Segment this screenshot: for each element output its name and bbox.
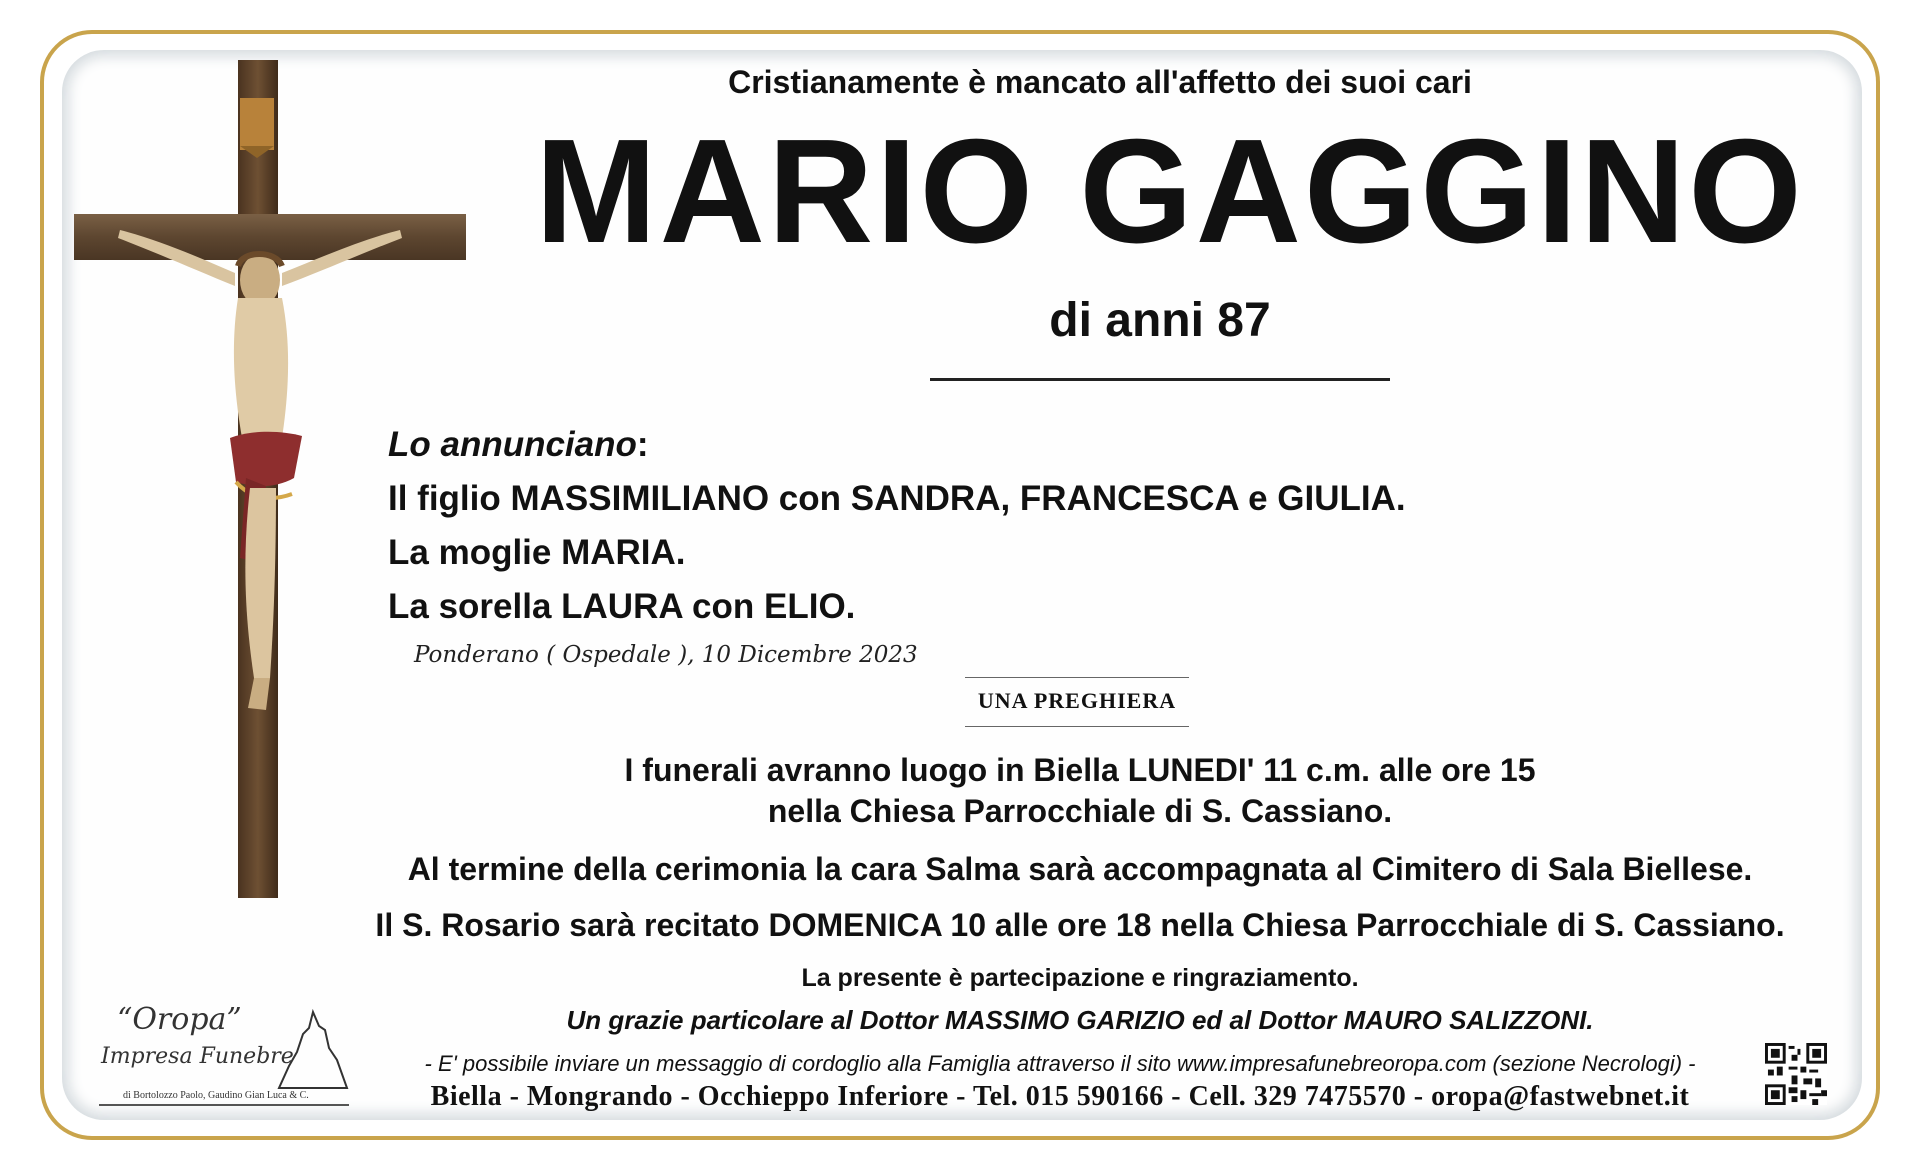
burial-line: Al termine della cerimonia la cara Salma sarà accompagnata al Cimitero di Sala Biellese. xyxy=(407,851,1753,887)
place-date: Ponderano ( Ospedale ), 10 Dicembre 2023 xyxy=(414,642,918,668)
announcement-list xyxy=(388,418,1406,634)
rosary-line: Il S. Rosario sarà recitato DOMENICA 10 alle ore 18 nella Chiesa Parrocchiale di S. Cassiano. xyxy=(375,907,1785,943)
logo-underline xyxy=(99,1104,349,1106)
announce-lead: Lo annunciano xyxy=(388,425,637,464)
funeral-line-1: I funerali avranno luogo in Biella LUNEDI' 11 c.m. alle ore 15 xyxy=(624,752,1536,788)
logo-owners: di Bortolozzo Paolo, Gaudino Gian Luca & C. xyxy=(123,1090,309,1101)
deceased-name: MARIO GAGGINO xyxy=(535,109,1805,274)
deceased-age: di anni 87 xyxy=(1049,294,1271,347)
family-member-line: La moglie MARIA. xyxy=(388,533,686,572)
family-member-line: Il figlio MASSIMILIANO con SANDRA, FRANCESCA e GIULIA. xyxy=(388,479,1406,518)
participation-line: La presente è partecipazione e ringraziamento. xyxy=(801,964,1359,992)
logo-subtitle: Impresa Funebre xyxy=(101,1044,294,1069)
logo-name: “Oropa” xyxy=(117,1002,242,1037)
funeral-line-2: nella Chiesa Parrocchiale di S. Cassiano. xyxy=(767,793,1393,829)
intro-line: Cristianamente è mancato all'affetto dei suoi cari xyxy=(728,64,1472,100)
announce-colon: : xyxy=(636,425,649,464)
funeral-home-logo xyxy=(95,1000,355,1110)
divider xyxy=(930,378,1390,381)
thanks-line: Un grazie particolare al Dottor MASSIMO GARIZIO ed al Dottor MAURO SALIZZONI. xyxy=(566,1005,1594,1035)
contacts-line: Biella - Mongrando - Occhieppo Inferiore - Tel. 015 590166 - Cell. 329 7475570 - oropa@fastwebnet.it xyxy=(430,1081,1690,1112)
logo-mountain-icon xyxy=(273,1008,353,1094)
prayer-link[interactable]: UNA PREGHIERA xyxy=(977,688,1177,713)
announce-heading xyxy=(388,418,1406,472)
family-member-line: La sorella LAURA con ELIO. xyxy=(388,587,856,626)
condolence-line: - E' possibile inviare un messaggio di cordoglio alla Famiglia attraverso il sito www.impresafunebreoropa.com (sezione Necrologi) - xyxy=(424,1051,1696,1076)
qr-code-icon[interactable] xyxy=(1765,1043,1827,1105)
